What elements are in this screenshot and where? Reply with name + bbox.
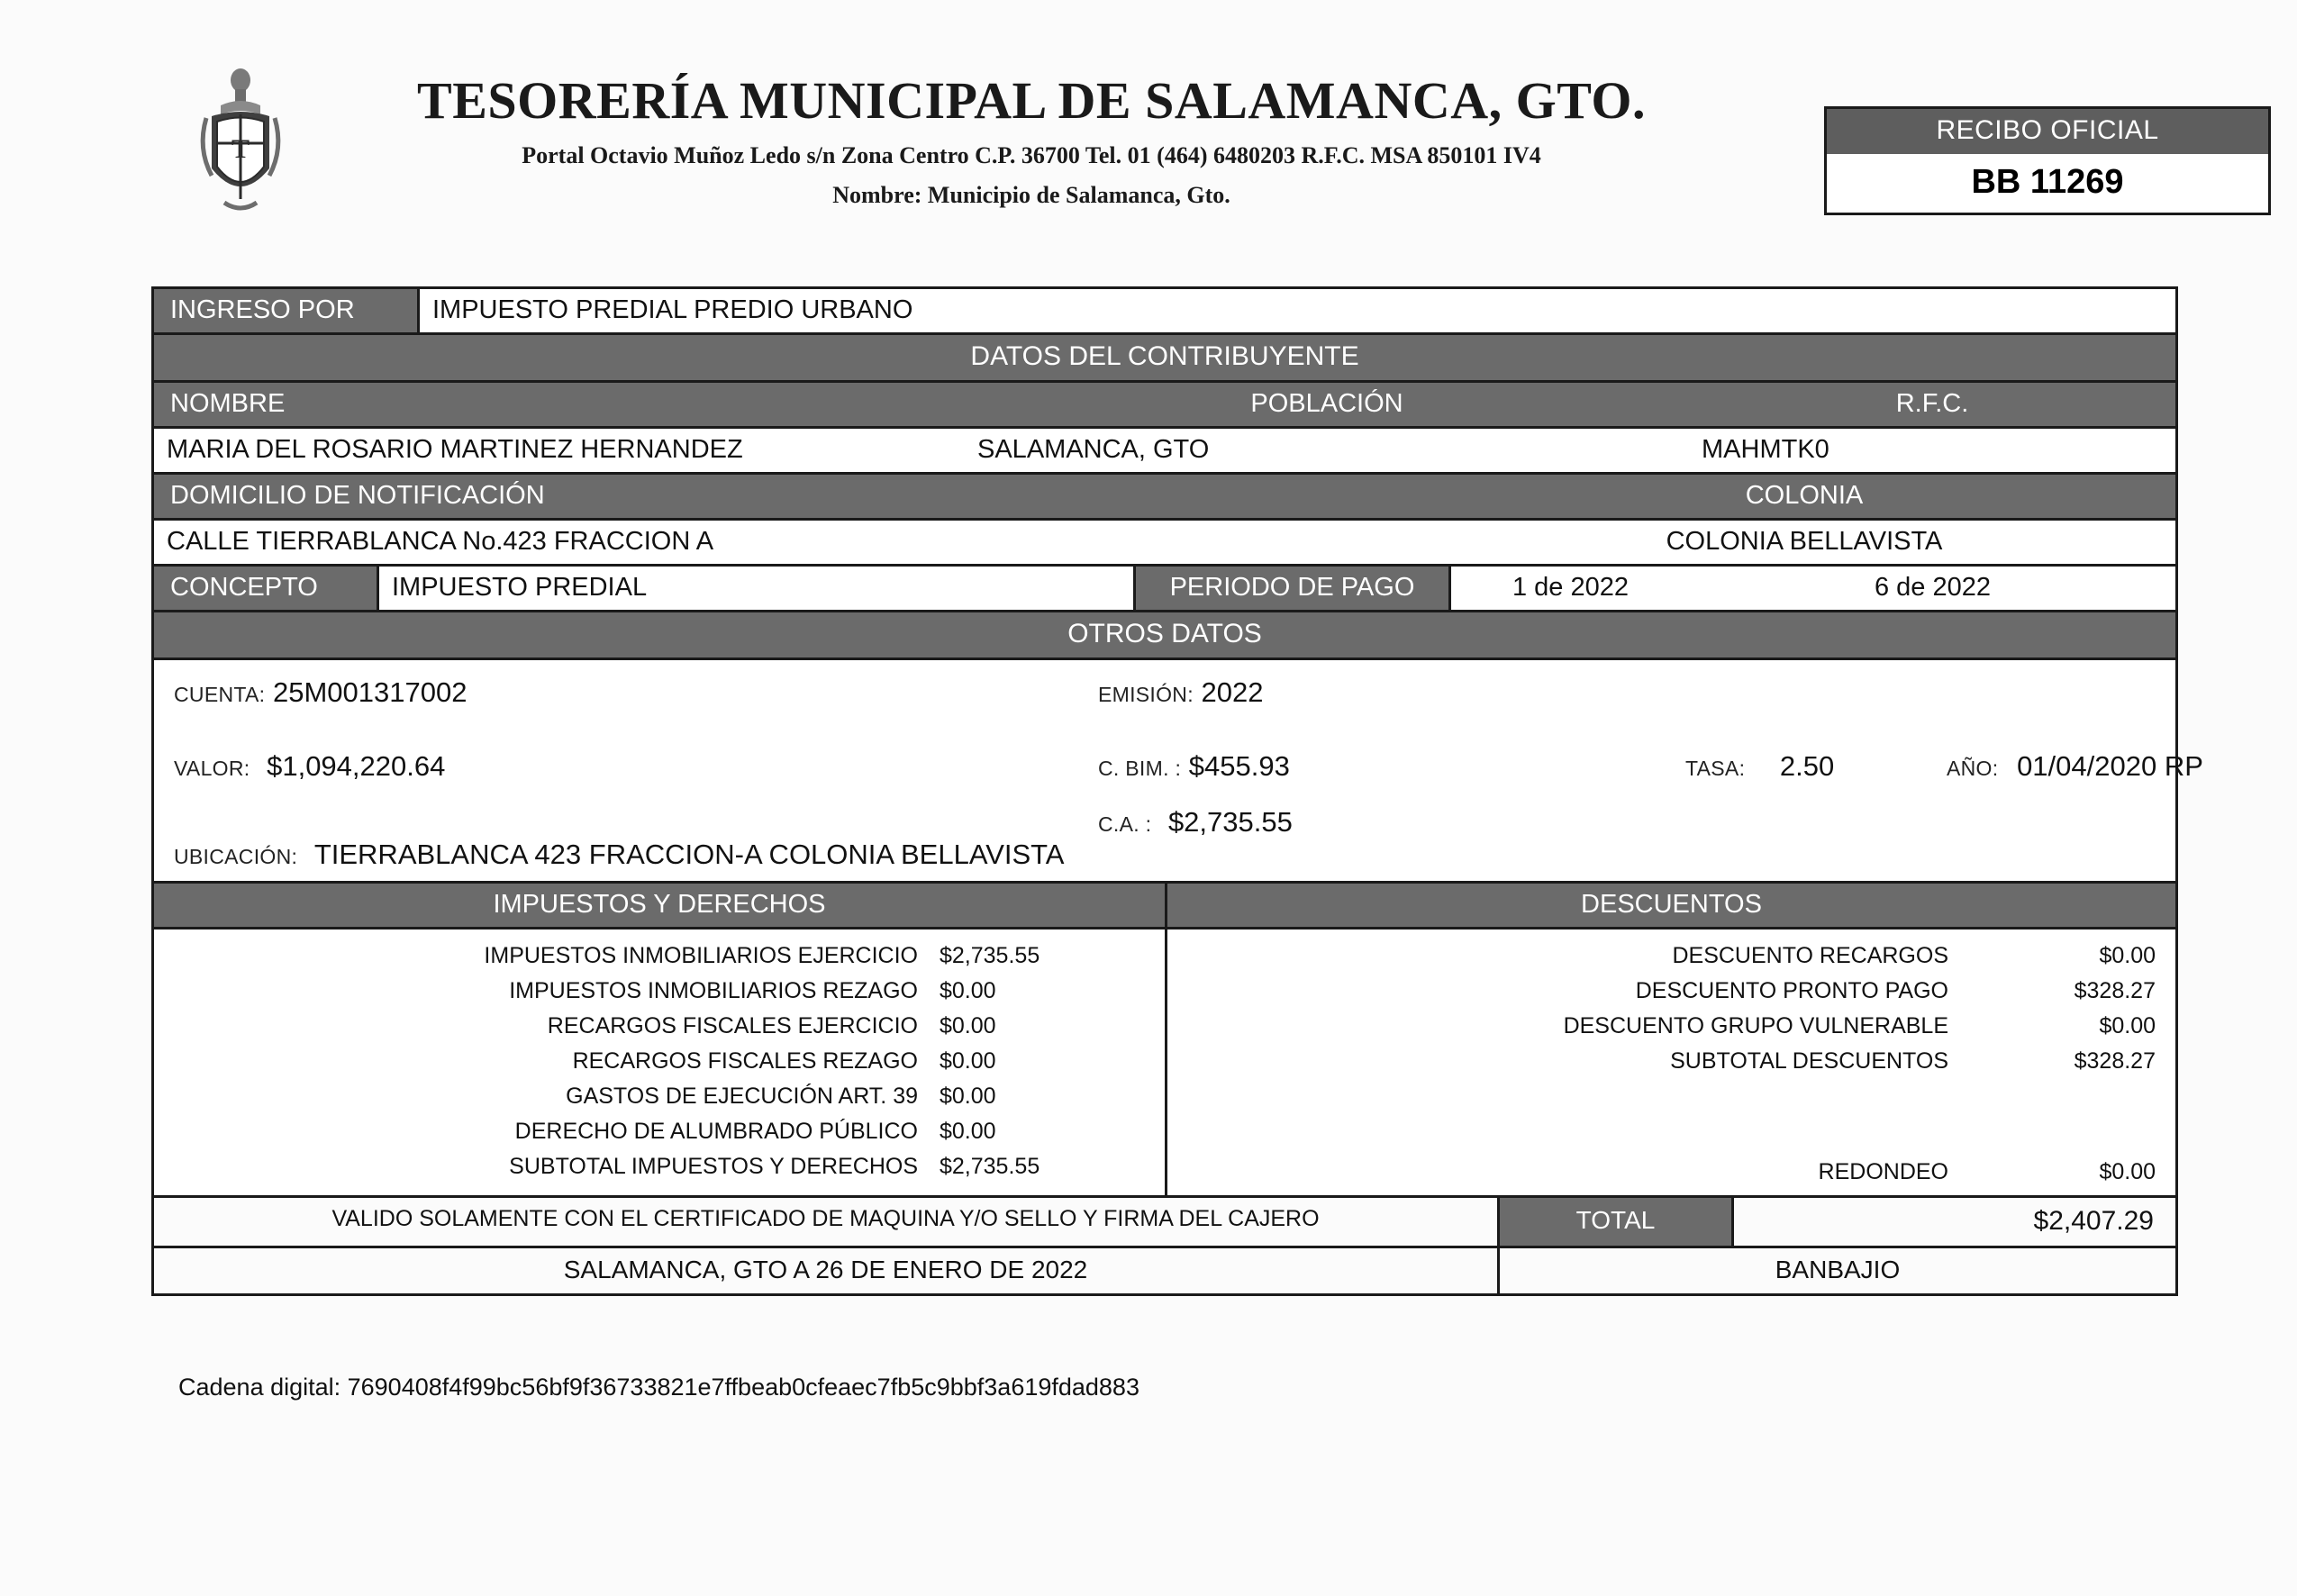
ca-label: C.A. : (1098, 812, 1152, 836)
svg-text:T: T (231, 134, 250, 164)
discounts-spacer (1167, 1079, 2175, 1117)
tax-line-label: RECARGOS FISCALES REZAGO (572, 1048, 918, 1074)
emission-field (1098, 676, 1264, 709)
discount-subtotal-label: SUBTOTAL DESCUENTOS (1670, 1048, 1948, 1074)
neighborhood-label: COLONIA (1433, 475, 2175, 518)
page-title: TESORERÍA MUNICIPAL DE SALAMANCA, GTO. (417, 71, 1646, 130)
discount-line-label: DESCUENTO GRUPO VULNERABLE (1563, 1013, 1948, 1038)
document-header (153, 45, 2180, 252)
place-and-date: SALAMANCA, GTO A 26 DE ENERO DE 2022 (154, 1248, 1500, 1293)
bimonthly-label: C. BIM. : (1098, 757, 1182, 780)
year-field (1947, 750, 2203, 783)
value-field (174, 750, 445, 783)
bimonthly-field (1098, 750, 1290, 783)
discount-line-item (1167, 974, 2175, 1009)
value-label: VALOR: (174, 757, 250, 780)
discounts-spacer (1167, 1117, 2175, 1155)
name-value: MARIA DEL ROSARIO MARTINEZ HERNANDEZ (154, 429, 965, 472)
income-row (154, 289, 2175, 335)
taxpayer-column-headers (154, 383, 2175, 429)
discounts-column (1167, 929, 2175, 1195)
tax-line-amount: $2,735.55 (940, 943, 1040, 968)
concept-label: CONCEPTO (154, 567, 379, 610)
emission-value: 2022 (1201, 676, 1264, 708)
discount-line-label: DESCUENTO RECARGOS (1672, 943, 1948, 968)
discount-line-item (1167, 1009, 2175, 1044)
rfc-value: MAHMTK0 (1689, 429, 2175, 472)
tax-line-amount: $0.00 (940, 1013, 996, 1038)
concept-row (154, 567, 2175, 612)
address-column-headers (154, 475, 2175, 521)
city-label: POBLACIÓN (965, 383, 1689, 426)
account-label: CUENTA: (174, 683, 266, 706)
neighborhood-value: COLONIA BELLAVISTA (1433, 521, 2175, 564)
rounding-amount: $0.00 (2099, 1159, 2156, 1184)
ca-value: $2,735.55 (1167, 806, 1293, 838)
taxpayer-section-header (154, 335, 2175, 383)
tax-line-label: IMPUESTOS INMOBILIARIOS REZAGO (509, 978, 918, 1003)
official-receipt-label: RECIBO OFICIAL (1827, 109, 2268, 154)
tax-line-amount: $0.00 (940, 1048, 996, 1074)
period-to: 6 de 2022 (1690, 567, 2175, 610)
tax-line-item (154, 1044, 1165, 1079)
discount-line-amount: $0.00 (2099, 1013, 2156, 1038)
validity-total-row (154, 1198, 2175, 1248)
period-from: 1 de 2022 (1451, 567, 1690, 610)
other-data-section-header (154, 612, 2175, 660)
tax-line-label: IMPUESTOS INMOBILIARIOS EJERCICIO (484, 943, 918, 968)
taxes-section-title: IMPUESTOS Y DERECHOS (154, 884, 1167, 927)
tax-line-item (154, 974, 1165, 1009)
rate-label: TASA: (1685, 757, 1746, 780)
totals-section-headers (154, 884, 2175, 929)
name-label: NOMBRE (154, 383, 965, 426)
tax-subtotal-label: SUBTOTAL IMPUESTOS Y DERECHOS (509, 1154, 918, 1179)
concept-value: IMPUESTO PREDIAL (379, 567, 1136, 610)
bimonthly-value: $455.93 (1188, 750, 1290, 782)
ca-field (1098, 806, 1293, 839)
discount-line-amount: $328.27 (2074, 978, 2156, 1003)
total-value: $2,407.29 (2033, 1206, 2154, 1236)
bank-name: BANBAJIO (1775, 1256, 1901, 1283)
validity-note: VALIDO SOLAMENTE CON EL CERTIFICADO DE MAQUINA Y/O SELLO Y FIRMA DEL CAJERO (154, 1198, 1500, 1246)
tax-line-item (154, 1114, 1165, 1149)
rate-field (1685, 750, 1834, 783)
discount-line-label: DESCUENTO PRONTO PAGO (1635, 978, 1948, 1003)
rfc-label: R.F.C. (1689, 383, 2175, 426)
account-field (174, 676, 467, 709)
tax-line-item (154, 1079, 1165, 1114)
discounts-section-title: DESCUENTOS (1167, 884, 2175, 927)
tax-line-label: DERECHO DE ALUMBRADO PÚBLICO (514, 1119, 918, 1144)
discount-line-item (1167, 939, 2175, 974)
address-values (154, 521, 2175, 567)
rounding-label: REDONDEO (1818, 1159, 1948, 1184)
discount-subtotal-row (1167, 1044, 2175, 1079)
location-label: UBICACIÓN: (174, 845, 298, 868)
discount-line-amount: $0.00 (2099, 943, 2156, 968)
tax-line-item (154, 939, 1165, 974)
office-address: Portal Octavio Muñoz Ledo s/n Zona Centro C.P. 36700 Tel. 01 (464) 6480203 R.F.C. MSA 850101 IV4 (522, 142, 1541, 168)
taxpayer-values (154, 429, 2175, 475)
other-data-body (154, 660, 2203, 884)
coat-of-arms-icon (194, 68, 288, 216)
location-value: TIERRABLANCA 423 FRACCION-A COLONIA BELLAVISTA (313, 839, 1065, 870)
digital-chain: Cadena digital: 7690408f4f99bc56bf9f36733821e7ffbeab0cfeaec7fb5c9bbf3a619fdad883 (178, 1374, 1139, 1401)
address-value: CALLE TIERRABLANCA No.423 FRACCION A (154, 521, 1433, 564)
receipt-table (151, 286, 2203, 1296)
income-label: INGRESO POR (154, 289, 420, 332)
value-amount: $1,094,220.64 (267, 750, 446, 782)
totals-body (154, 929, 2175, 1198)
location-field (174, 839, 1064, 871)
payment-period-label: PERIODO DE PAGO (1136, 567, 1451, 610)
tax-line-amount: $0.00 (940, 1119, 996, 1144)
tax-line-item (154, 1009, 1165, 1044)
year-value: 01/04/2020 RP (2017, 750, 2203, 782)
address-label: DOMICILIO DE NOTIFICACIÓN (154, 475, 1433, 518)
official-receipt-box (1824, 106, 2271, 215)
tax-line-label: RECARGOS FISCALES EJERCICIO (547, 1013, 918, 1038)
taxes-column (154, 929, 1167, 1195)
tax-line-amount: $0.00 (940, 978, 996, 1003)
income-value: IMPUESTO PREDIAL PREDIO URBANO (420, 289, 2175, 332)
receipt-number: BB 11269 (1827, 154, 2268, 213)
total-label: TOTAL (1500, 1198, 1734, 1246)
emission-label: EMISIÓN: (1098, 683, 1194, 706)
discount-subtotal-amount: $328.27 (2074, 1048, 2156, 1074)
year-label: AÑO: (1947, 757, 1999, 780)
other-data-section-title: OTROS DATOS (154, 612, 2175, 657)
office-name-line: Nombre: Municipio de Salamanca, Gto. (832, 182, 1230, 208)
taxpayer-section-title: DATOS DEL CONTRIBUYENTE (154, 335, 2175, 380)
rate-value: 2.50 (1779, 750, 1835, 782)
city-value: SALAMANCA, GTO (965, 429, 1689, 472)
tax-line-amount: $0.00 (940, 1084, 996, 1109)
tax-subtotal-row (154, 1149, 1165, 1184)
tax-subtotal-amount: $2,735.55 (940, 1154, 1040, 1179)
place-date-row (154, 1248, 2175, 1293)
tax-line-label: GASTOS DE EJECUCIÓN ART. 39 (566, 1084, 918, 1109)
rounding-row (1167, 1155, 2175, 1190)
account-value: 25M001317002 (272, 676, 468, 708)
